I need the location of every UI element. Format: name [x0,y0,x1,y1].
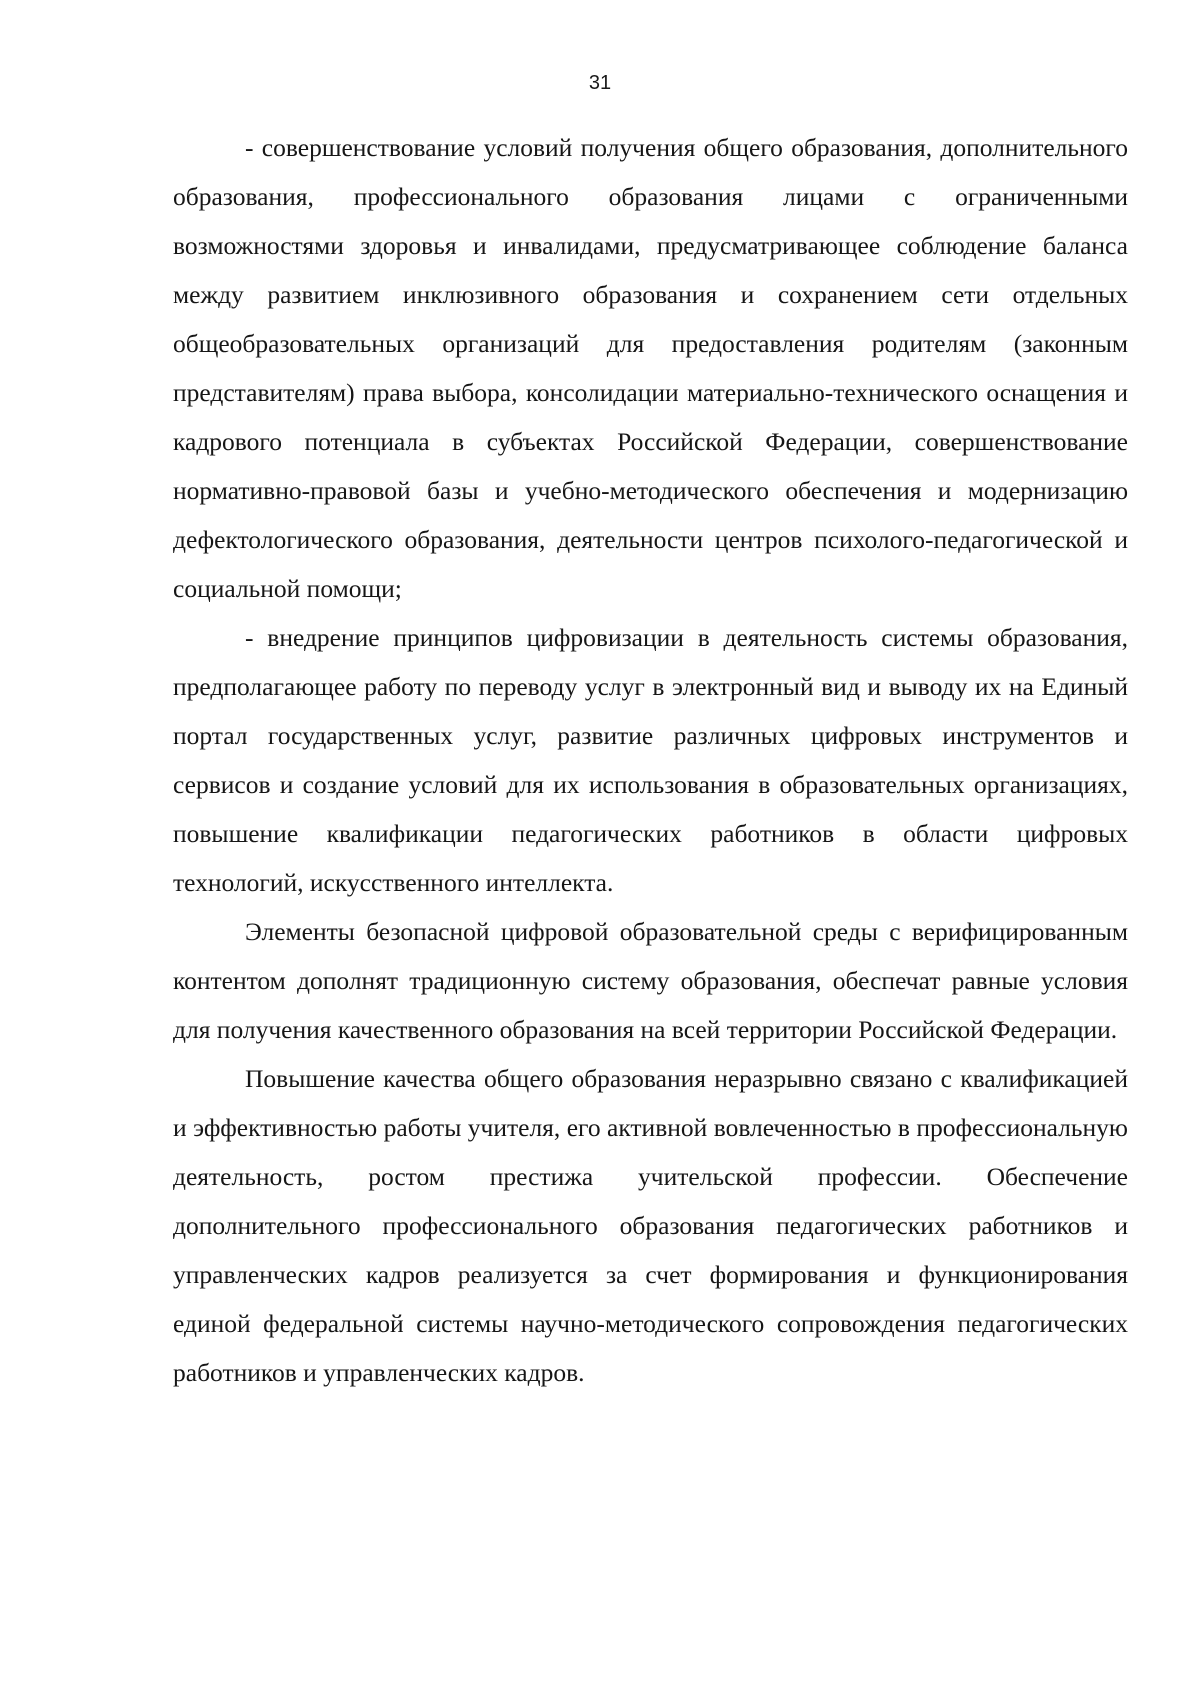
paragraph-3: Элементы безопасной цифровой образовательной среды с верифицированным контентом дополнят традиционную систему образования, обеспечат равные условия для получения качественного образования на всей территории Российской Федерации. [173,917,1128,1044]
document-body [173,123,1128,1397]
paragraph-2: - внедрение принципов цифровизации в деятельность системы образования, предполагающее работу по переводу услуг в электронный вид и выводу их на Единый портал государственных услуг, развитие различных цифровых инструментов и сервисов и создание условий для их использования в образовательных организациях, повышение квалификации педагогических работников в области цифровых технологий, искусственного интеллекта. [173,623,1128,897]
paragraph-1: - совершенствование условий получения общего образования, дополнительного образования, профессионального образования лицами с ограниченными возможностями здоровья и инвалидами, предусматривающее соблюдение баланса между развитием инклюзивного образования и сохранением сети отдельных общеобразовательных организаций для предоставления родителям (законным представителям) права выбора, консолидации материально-технического оснащения и кадрового потенциала в субъектах Российской Федерации, совершенствование нормативно-правовой базы и учебно-методического обеспечения и модернизацию дефектологического образования, деятельности центров психолого-педагогической и социальной помощи; [173,133,1128,603]
paragraph-4: Повышение качества общего образования неразрывно связано с квалификацией и эффективностью работы учителя, его активной вовлеченностью в профессиональную деятельность, ростом престижа учительской профессии. Обеспечение дополнительного профессионального образования педагогических работников и управленческих кадров реализуется за счет формирования и функционирования единой федеральной системы научно-методического сопровождения педагогических работников и управленческих кадров. [173,1064,1128,1387]
page-number: 31 [588,72,612,94]
